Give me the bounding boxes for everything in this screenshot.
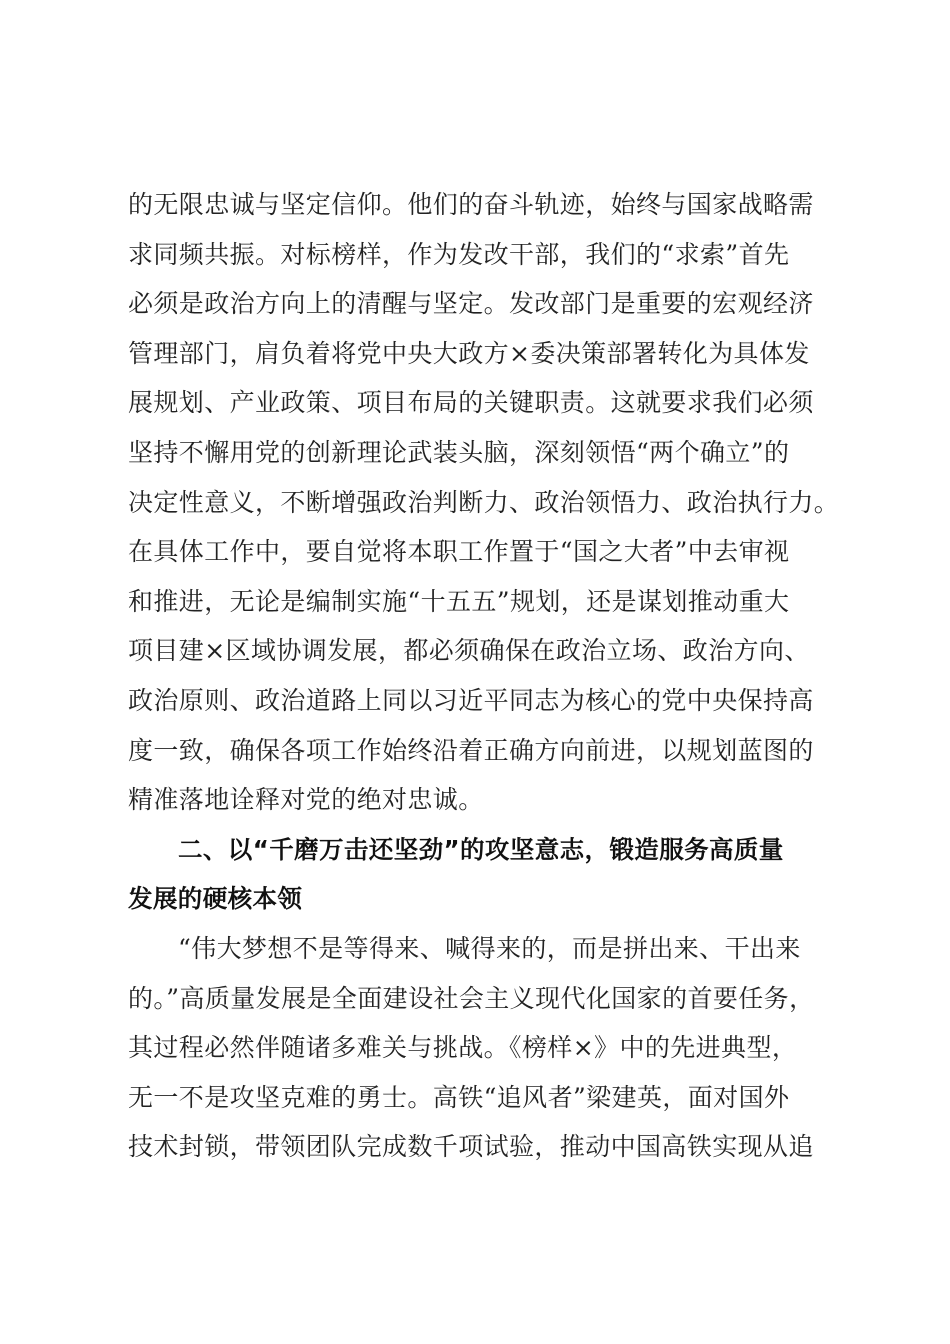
- text-line: 政治原则、政治道路上同以习近平同志为核心的党中央保持高: [128, 685, 814, 715]
- text-line: 的。”高质量发展是全面建设社会主义现代化国家的首要任务，: [128, 983, 815, 1013]
- section-heading-continued: 发展的硬核本领: [128, 884, 303, 914]
- text-line: 度一致，确保各项工作始终沿着正确方向前进，以规划蓝图的: [128, 735, 814, 765]
- text-line: 管理部门，肩负着将党中央大政方×委决策部署转化为具体发: [128, 338, 810, 368]
- text-line: 的无限忠诚与坚定信仰。他们的奋斗轨迹，始终与国家战略需: [128, 190, 814, 219]
- text-line: 精准落地诠释对党的绝对忠诚。: [128, 785, 484, 815]
- text-line: 项目建×区域协调发展，都必须确保在政治立场、政治方向、: [128, 636, 810, 666]
- text-line: 技术封锁，带领团队完成数千项试验，推动中国高铁实现从追: [128, 1132, 814, 1162]
- text-line: 在具体工作中，要自觉将本职工作置于“国之大者”中去审视: [128, 537, 790, 567]
- body-text: [128, 180, 840, 1172]
- text-line: 求同频共振。对标榜样，作为发改干部，我们的“求索”首先: [128, 239, 790, 269]
- section-heading: 二、以“千磨万击还坚劲”的攻坚意志，锻造服务高质量: [178, 834, 784, 864]
- text-line: 无一不是攻坚克难的勇士。高铁“追风者”梁建英，面对国外: [128, 1082, 790, 1112]
- text-line: 必须是政治方向上的清醒与坚定。发改部门是重要的宏观经济: [128, 289, 814, 319]
- text-line: 其过程必然伴随诸多难关与挑战。《榜样×》中的先进典型，: [128, 1033, 798, 1063]
- paragraph-first-line: “伟大梦想不是等得来、喊得来的，而是拼出来、干出来: [178, 933, 801, 963]
- text-line: 和推进，无论是编制实施“十五五”规划，还是谋划推动重大: [128, 586, 790, 616]
- text-line: 坚持不懈用党的创新理论武装头脑，深刻领悟“两个确立”的: [128, 437, 790, 467]
- text-line: 决定性意义，不断增强政治判断力、政治领悟力、政治执行力。: [128, 487, 840, 517]
- text-line: 展规划、产业政策、项目布局的关键职责。这就要求我们必须: [128, 388, 814, 418]
